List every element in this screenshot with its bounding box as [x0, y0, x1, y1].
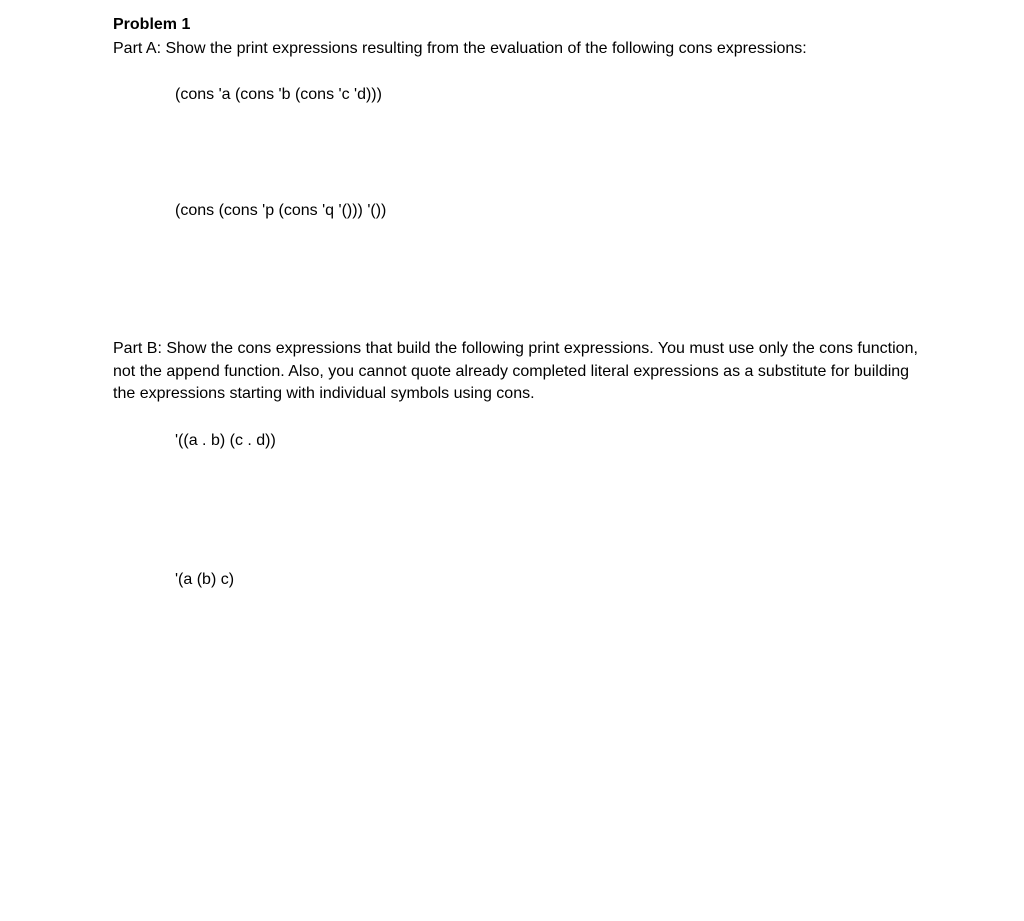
problem-title: Problem 1 — [113, 16, 191, 33]
part-a-instruction: Part A: Show the print expressions resulting from the evaluation of the following cons expressions: — [113, 40, 807, 57]
part-b-expression-2: '(a (b) c) — [175, 571, 235, 588]
part-a-expression-1: (cons 'a (cons 'b (cons 'c 'd))) — [175, 86, 382, 103]
part-b-expression-1: '((a . b) (c . d)) — [175, 432, 276, 449]
part-b-instruction: Part B: Show the cons expressions that build the following print expressions. You must use only the cons function, not the append function. Also, you cannot quote already completed literal expressions as a substitute for building the expressions starting with individual symbols using cons. — [113, 340, 918, 402]
part-a-expression-2: (cons (cons 'p (cons 'q '())) '()) — [175, 202, 387, 219]
